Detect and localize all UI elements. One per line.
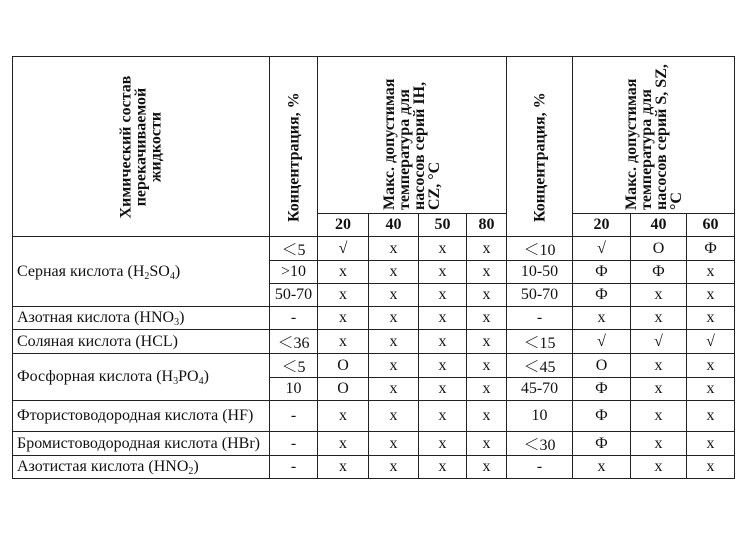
substance-name: Фтористоводородная кислота (HF): [13, 401, 270, 432]
substance-name: Бромистоводородная кислота (HBr): [13, 432, 270, 456]
cell: x: [467, 237, 507, 261]
cell: √: [631, 330, 687, 354]
cell: >10: [270, 261, 318, 284]
cell: x: [467, 378, 507, 401]
cell: x: [631, 432, 687, 456]
cell: x: [631, 307, 687, 330]
table-row: [13, 307, 735, 330]
header-max-temp-s-sz: Макс. допустимая температура для насосов серий S, SZ, °C: [573, 57, 735, 214]
cell: x: [467, 401, 507, 432]
cell: x: [687, 284, 735, 307]
cell: x: [467, 330, 507, 354]
cell: x: [687, 378, 735, 401]
cell: x: [419, 354, 467, 378]
cell: x: [369, 456, 419, 479]
page-number: [0, 270, 1, 282]
cell: -: [507, 307, 573, 330]
cell: x: [631, 378, 687, 401]
cell: x: [687, 432, 735, 456]
cell: Ф: [631, 261, 687, 284]
cell: 10-50: [507, 261, 573, 284]
cell: Ф: [573, 401, 631, 432]
cell: x: [318, 432, 369, 456]
temp-col-40: 40: [369, 214, 419, 237]
cell: x: [369, 237, 419, 261]
cell: ＜30: [507, 432, 573, 456]
cell: x: [687, 456, 735, 479]
cell: O: [631, 237, 687, 261]
cell: x: [369, 330, 419, 354]
temp-col-80: 80: [467, 214, 507, 237]
cell: -: [270, 432, 318, 456]
cell: x: [369, 354, 419, 378]
cell: x: [318, 330, 369, 354]
substance-name: Азотистая кислота $(HNO_2)$: [13, 456, 270, 479]
cell: x: [467, 456, 507, 479]
cell: x: [369, 378, 419, 401]
cell: x: [369, 401, 419, 432]
cell: x: [419, 401, 467, 432]
cell: O: [318, 354, 369, 378]
cell: -: [507, 456, 573, 479]
cell: x: [318, 284, 369, 307]
cell: √: [318, 237, 369, 261]
cell: x: [467, 432, 507, 456]
table-row: [13, 456, 735, 479]
cell: x: [318, 307, 369, 330]
substance-name: Фосфорная кислота $(H_3PO_4)$: [13, 354, 270, 401]
cell: x: [631, 284, 687, 307]
cell: x: [419, 237, 467, 261]
table-row: [13, 401, 735, 432]
cell: x: [687, 354, 735, 378]
table-row: [13, 432, 735, 456]
header-concentration-1: Концентрация, %: [270, 57, 318, 237]
cell: x: [369, 284, 419, 307]
cell: √: [573, 330, 631, 354]
cell: x: [687, 261, 735, 284]
cell: ＜5: [270, 237, 318, 261]
cell: 10: [270, 378, 318, 401]
header-max-temp-ih-cz: Макс. допустимая температура для насосов серий IH, CZ, °C: [318, 57, 507, 214]
cell: 50-70: [507, 284, 573, 307]
cell: x: [467, 307, 507, 330]
cell: 45-70: [507, 378, 573, 401]
cell: -: [270, 401, 318, 432]
table-row: [13, 237, 735, 261]
cell: x: [687, 401, 735, 432]
temp-col-50: 50: [419, 214, 467, 237]
cell: Ф: [573, 432, 631, 456]
cell: x: [467, 284, 507, 307]
cell: O: [573, 354, 631, 378]
cell: ＜10: [507, 237, 573, 261]
cell: ＜36: [270, 330, 318, 354]
header-chemical-composition: Химический состав перекачиваемой жидкости: [13, 57, 270, 237]
cell: Ф: [687, 237, 735, 261]
header-concentration-2: Концентрация, %: [507, 57, 573, 237]
cell: x: [369, 261, 419, 284]
cell: x: [369, 432, 419, 456]
cell: ＜15: [507, 330, 573, 354]
cell: x: [687, 307, 735, 330]
cell: O: [318, 378, 369, 401]
acid-compatibility-table: [12, 56, 735, 479]
cell: x: [631, 456, 687, 479]
cell: √: [573, 237, 631, 261]
table-row: [13, 354, 735, 378]
cell: x: [419, 378, 467, 401]
cell: x: [573, 307, 631, 330]
temp-col-60-s: 60: [687, 214, 735, 237]
cell: Ф: [573, 261, 631, 284]
cell: x: [573, 456, 631, 479]
substance-name: Соляная кислота (HCL): [13, 330, 270, 354]
cell: 50-70: [270, 284, 318, 307]
cell: -: [270, 307, 318, 330]
cell: x: [467, 261, 507, 284]
cell: Ф: [573, 284, 631, 307]
cell: x: [419, 284, 467, 307]
temp-col-40-s: 40: [631, 214, 687, 237]
cell: x: [419, 261, 467, 284]
cell: x: [318, 401, 369, 432]
cell: x: [318, 456, 369, 479]
table-row: [13, 330, 735, 354]
cell: x: [467, 354, 507, 378]
cell: ＜5: [270, 354, 318, 378]
cell: ＜45: [507, 354, 573, 378]
temp-col-20: 20: [318, 214, 369, 237]
cell: x: [369, 307, 419, 330]
substance-name: Азотная кислота $(HNO_3)$: [13, 307, 270, 330]
cell: x: [419, 330, 467, 354]
cell: x: [631, 401, 687, 432]
cell: Ф: [573, 378, 631, 401]
cell: 10: [507, 401, 573, 432]
temp-col-20-s: 20: [573, 214, 631, 237]
cell: √: [687, 330, 735, 354]
cell: -: [270, 456, 318, 479]
cell: x: [419, 307, 467, 330]
cell: x: [419, 432, 467, 456]
substance-name: Серная кислота $(H_2SO_4)$: [13, 237, 270, 307]
cell: x: [419, 456, 467, 479]
cell: x: [318, 261, 369, 284]
cell: x: [631, 354, 687, 378]
